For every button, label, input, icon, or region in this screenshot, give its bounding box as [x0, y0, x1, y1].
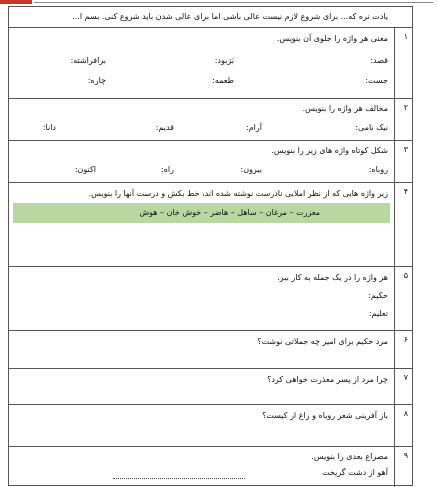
question-4 — [9, 183, 412, 267]
top-rule — [34, 2, 433, 3]
question-1 — [9, 28, 412, 99]
question-instruction: شکل کوتاه واژه های زیر را بنویس. — [271, 146, 388, 155]
top-strip — [0, 0, 437, 4]
question-instruction: معنی هر واژه را جلوی آن بنویس. — [276, 34, 388, 43]
question-instruction: هر واژه را در یک جمله به کار ببر. — [277, 273, 388, 282]
item-label: اکنون: — [74, 165, 96, 174]
question-number: ۹ — [403, 451, 408, 460]
item-label: چاره: — [87, 76, 106, 85]
question-instruction: مصراع بعدی را بنویس. — [311, 452, 388, 461]
question-2 — [9, 99, 412, 141]
question-9 — [9, 447, 412, 487]
item-label: آرام: — [246, 123, 262, 132]
red-corner-mark — [0, 0, 32, 4]
item-label: جست: — [365, 76, 388, 85]
question-instruction: چرا مرد از پسر معذرت خواهی کرد؟ — [267, 375, 388, 384]
question-instruction: باز آفرینی شعر روباه و زاغ از کیست؟ — [262, 411, 388, 420]
question-number: ۴ — [403, 187, 408, 196]
question-number: ۱ — [403, 32, 408, 41]
question-number: ۲ — [403, 103, 408, 112]
question-number: ۶ — [403, 335, 408, 344]
verse-line: آهو از دشت گریخت — [322, 468, 388, 477]
question-7 — [9, 369, 412, 405]
item-label: طعمه: — [212, 76, 234, 85]
item-label: حکیم: — [368, 291, 388, 300]
header-note: یادت نره که... برای شروع لازم نیست عالی باشی اما برای عالی شدن باید شروع کنی. بسم ا... — [72, 12, 388, 21]
item-label: راه: — [161, 165, 174, 174]
worksheet — [8, 6, 413, 486]
question-8 — [9, 405, 412, 447]
question-instruction: زیر واژه هایی که از نظر املایی نادرست نوشته شده اند، خط بکش و درست آنها را بنویس. — [88, 189, 388, 198]
question-instruction: مرد حکیم برای امیر چه جملاتی نوشت؟ — [257, 337, 388, 346]
question-number: ۸ — [403, 409, 408, 418]
answer-blank-line — [113, 478, 245, 479]
item-label: بیرون: — [240, 165, 262, 174]
question-5 — [9, 267, 412, 331]
question-number: ۳ — [403, 145, 408, 154]
item-label: برافراشته: — [70, 56, 106, 65]
item-label: قدیم: — [155, 123, 174, 132]
question-number: ۵ — [403, 271, 408, 280]
item-label: روباه: — [368, 165, 388, 174]
question-instruction: مخالف هر واژه را بنویس. — [302, 104, 388, 113]
misspelled-word-list: معزرت – مرغان – ساهل – هاضر – خوش خان – هوش — [139, 208, 320, 217]
item-label: نیک نامی: — [355, 123, 388, 132]
item-label: قصد: — [370, 56, 388, 65]
item-label: دانا: — [42, 123, 56, 132]
header-row — [9, 7, 412, 28]
question-6 — [9, 331, 412, 369]
question-number: ۷ — [403, 373, 408, 382]
item-label: بَرَبود: — [214, 56, 234, 65]
item-label: تعلیم: — [368, 309, 388, 318]
question-3 — [9, 141, 412, 183]
